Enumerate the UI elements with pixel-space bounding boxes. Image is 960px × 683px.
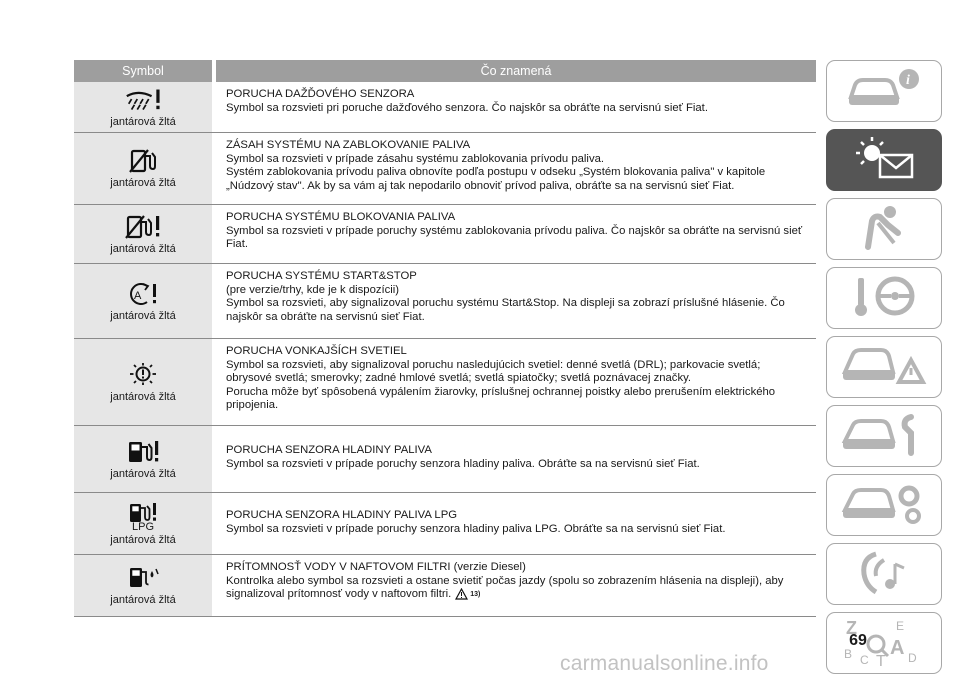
seat-airbag-icon [854,203,914,256]
meaning-cell [216,339,816,425]
meaning-cell [216,82,816,132]
svg-text:T: T [876,652,886,666]
svg-text:D: D [908,650,917,665]
watermark: carmanualsonline.info [560,652,769,675]
row-title: ZÁSAH SYSTÉMU NA ZABLOKOVANIE PALIVA [226,139,471,151]
reference-number: 13) [470,591,481,599]
color-label: jantárová žltá [110,390,176,403]
row-text: Symbol sa rozsvieti, aby signalizoval poruchu systému Start&Stop. Na displeji sa zobrazí príslušné hlásenie. Čo najskôr sa obráťte na servisnú sieť Fiat. [226,297,785,323]
tab-warning-lights[interactable] [826,129,942,191]
color-label: jantárová žltá [110,533,176,546]
tab-safety[interactable] [826,198,942,260]
svg-text:C: C [860,652,869,666]
exterior-light-fault-icon [123,362,163,388]
svg-text:Z: Z [846,617,857,638]
color-label: jantárová žltá [110,242,176,255]
table-row [74,493,816,555]
table-header [74,60,816,82]
symbol-cell [74,82,212,132]
row-text: Symbol sa rozsvieti v prípade poruchy senzora hladiny paliva LPG. Obráťte sa na servisnú sieť Fiat. [226,522,726,535]
row-text: Symbol sa rozsvieti v prípade poruchy systému zablokovania prívodu paliva. Čo najskôr sa obráťte na servisnú sieť Fiat. [226,224,803,251]
symbol-cell [74,493,212,554]
car-wrench-icon [841,411,927,462]
lpg-icon-text: LPG [131,520,154,533]
row-title: PORUCHA VONKAJŠÍCH SVETIEL [226,345,407,357]
tab-multimedia[interactable] [826,543,942,605]
start-stop-fault-icon [123,281,163,307]
symbol-cell [74,339,212,425]
page-number: 69 [849,632,867,649]
table-row [74,426,816,493]
row-text: Symbol sa rozsvieti v prípade poruchy senzora hladiny paliva. Obráťte sa na servisnú sieť Fiat. [226,457,700,470]
table-row [74,339,816,426]
meaning-cell [216,493,816,554]
symbol-cell [74,426,212,492]
tab-technical-data[interactable] [826,474,942,536]
row-text: Kontrolka alebo symbol sa rozsvieti a ostane svietiť počas jazdy (spolu so zobrazením hlásenia na displeji), aby signalizoval prítomnosť vody v naftovom filtri. 13) [226,575,806,605]
table-row [74,555,816,617]
fuel-cutoff-fault-icon [123,214,163,240]
meaning-cell [216,133,816,204]
meaning-cell [216,205,816,263]
caution-icon [455,588,468,605]
row-title: PORUCHA SYSTÉMU BLOKOVANIA PALIVA [226,211,456,223]
svg-text:A: A [890,636,905,659]
row-text: Symbol sa rozsvieti pri poruche dažďového senzora. Čo najskôr sa obráťte na servisnú sieť Fiat. [226,101,708,114]
row-title: PORUCHA SENZORA HLADINY PALIVA LPG [226,509,458,521]
symbol-cell [74,205,212,263]
color-label: jantárová žltá [110,594,176,606]
car-accident-warning-icon [841,342,927,393]
warning-light-message-icon [842,135,926,186]
svg-text:i: i [906,72,910,88]
header-symbol: Symbol [74,60,212,82]
color-label: jantárová žltá [110,309,176,322]
meaning-cell [216,264,816,338]
car-info-icon [845,67,923,116]
row-text: Symbol sa rozsvieti v prípade zásahu systému zablokovania prívodu paliva. [226,152,605,165]
color-label: jantárová žltá [110,467,176,480]
tab-emergency[interactable] [826,336,942,398]
table-row [74,205,816,264]
fuel-cutoff-icon [123,148,163,174]
row-text: Porucha môže byť spôsobená vypálením žiarovky, príslušnej ochrannej poistky alebo prerušením elektrického pripojenia. [226,385,776,412]
svg-text:E: E [896,618,905,633]
table-row [74,264,816,339]
symbol-cell [74,133,212,204]
fuel-level-sensor-fault-icon [123,439,163,465]
row-text: (pre verzie/trhy, kde je k dispozícii) [226,283,400,296]
symbol-cell [74,264,212,338]
svg-text:A: A [134,289,142,302]
water-in-diesel-filter-icon [123,565,163,591]
meaning-cell [216,426,816,492]
svg-text:B: B [844,646,853,661]
tab-starting-driving[interactable] [826,267,942,329]
car-gears-icon [841,480,927,531]
key-steering-wheel-icon [845,272,923,325]
warning-lights-table [74,60,816,617]
header-meaning: Čo znamená [216,60,816,82]
row-title: PORUCHA SYSTÉMU START&STOP [226,270,417,282]
row-title: PORUCHA DAŽĎOVÉHO SENZORA [226,88,415,100]
multimedia-icon [854,548,914,601]
symbol-cell [74,555,212,616]
color-label: jantárová žltá [110,115,176,128]
chapter-tabs [826,60,942,681]
table-row [74,82,816,133]
color-label: jantárová žltá [110,177,176,189]
rain-sensor-fault-icon [123,87,163,113]
row-text: Systém zablokovania prívodu paliva obnovíte podľa postupu v odseku „Systém blokovania paliva" v kapitole „Núdzový stav". Ak by sa vám aj tak nepodarilo obnoviť prívod paliva, obráťte sa na servisnú sieť Fiat. [226,166,766,192]
meaning-cell [216,555,816,616]
table-row [74,133,816,205]
row-text: Symbol sa rozsvieti, aby signalizoval poruchu nasledujúcich svetiel: denné svetlá (DRL); parkovacie svetlá; obrysové svetlá; smerovky; zadné hmlové svetlá; svetlá spiatočky; svetlá poznávacej značky. [226,358,761,385]
tab-car-info[interactable] [826,60,942,122]
row-title: PRÍTOMNOSŤ VODY V NAFTOVOM FILTRI (verzie Diesel) [226,561,526,573]
row-title: PORUCHA SENZORA HLADINY PALIVA [226,444,432,456]
tab-maintenance[interactable] [826,405,942,467]
